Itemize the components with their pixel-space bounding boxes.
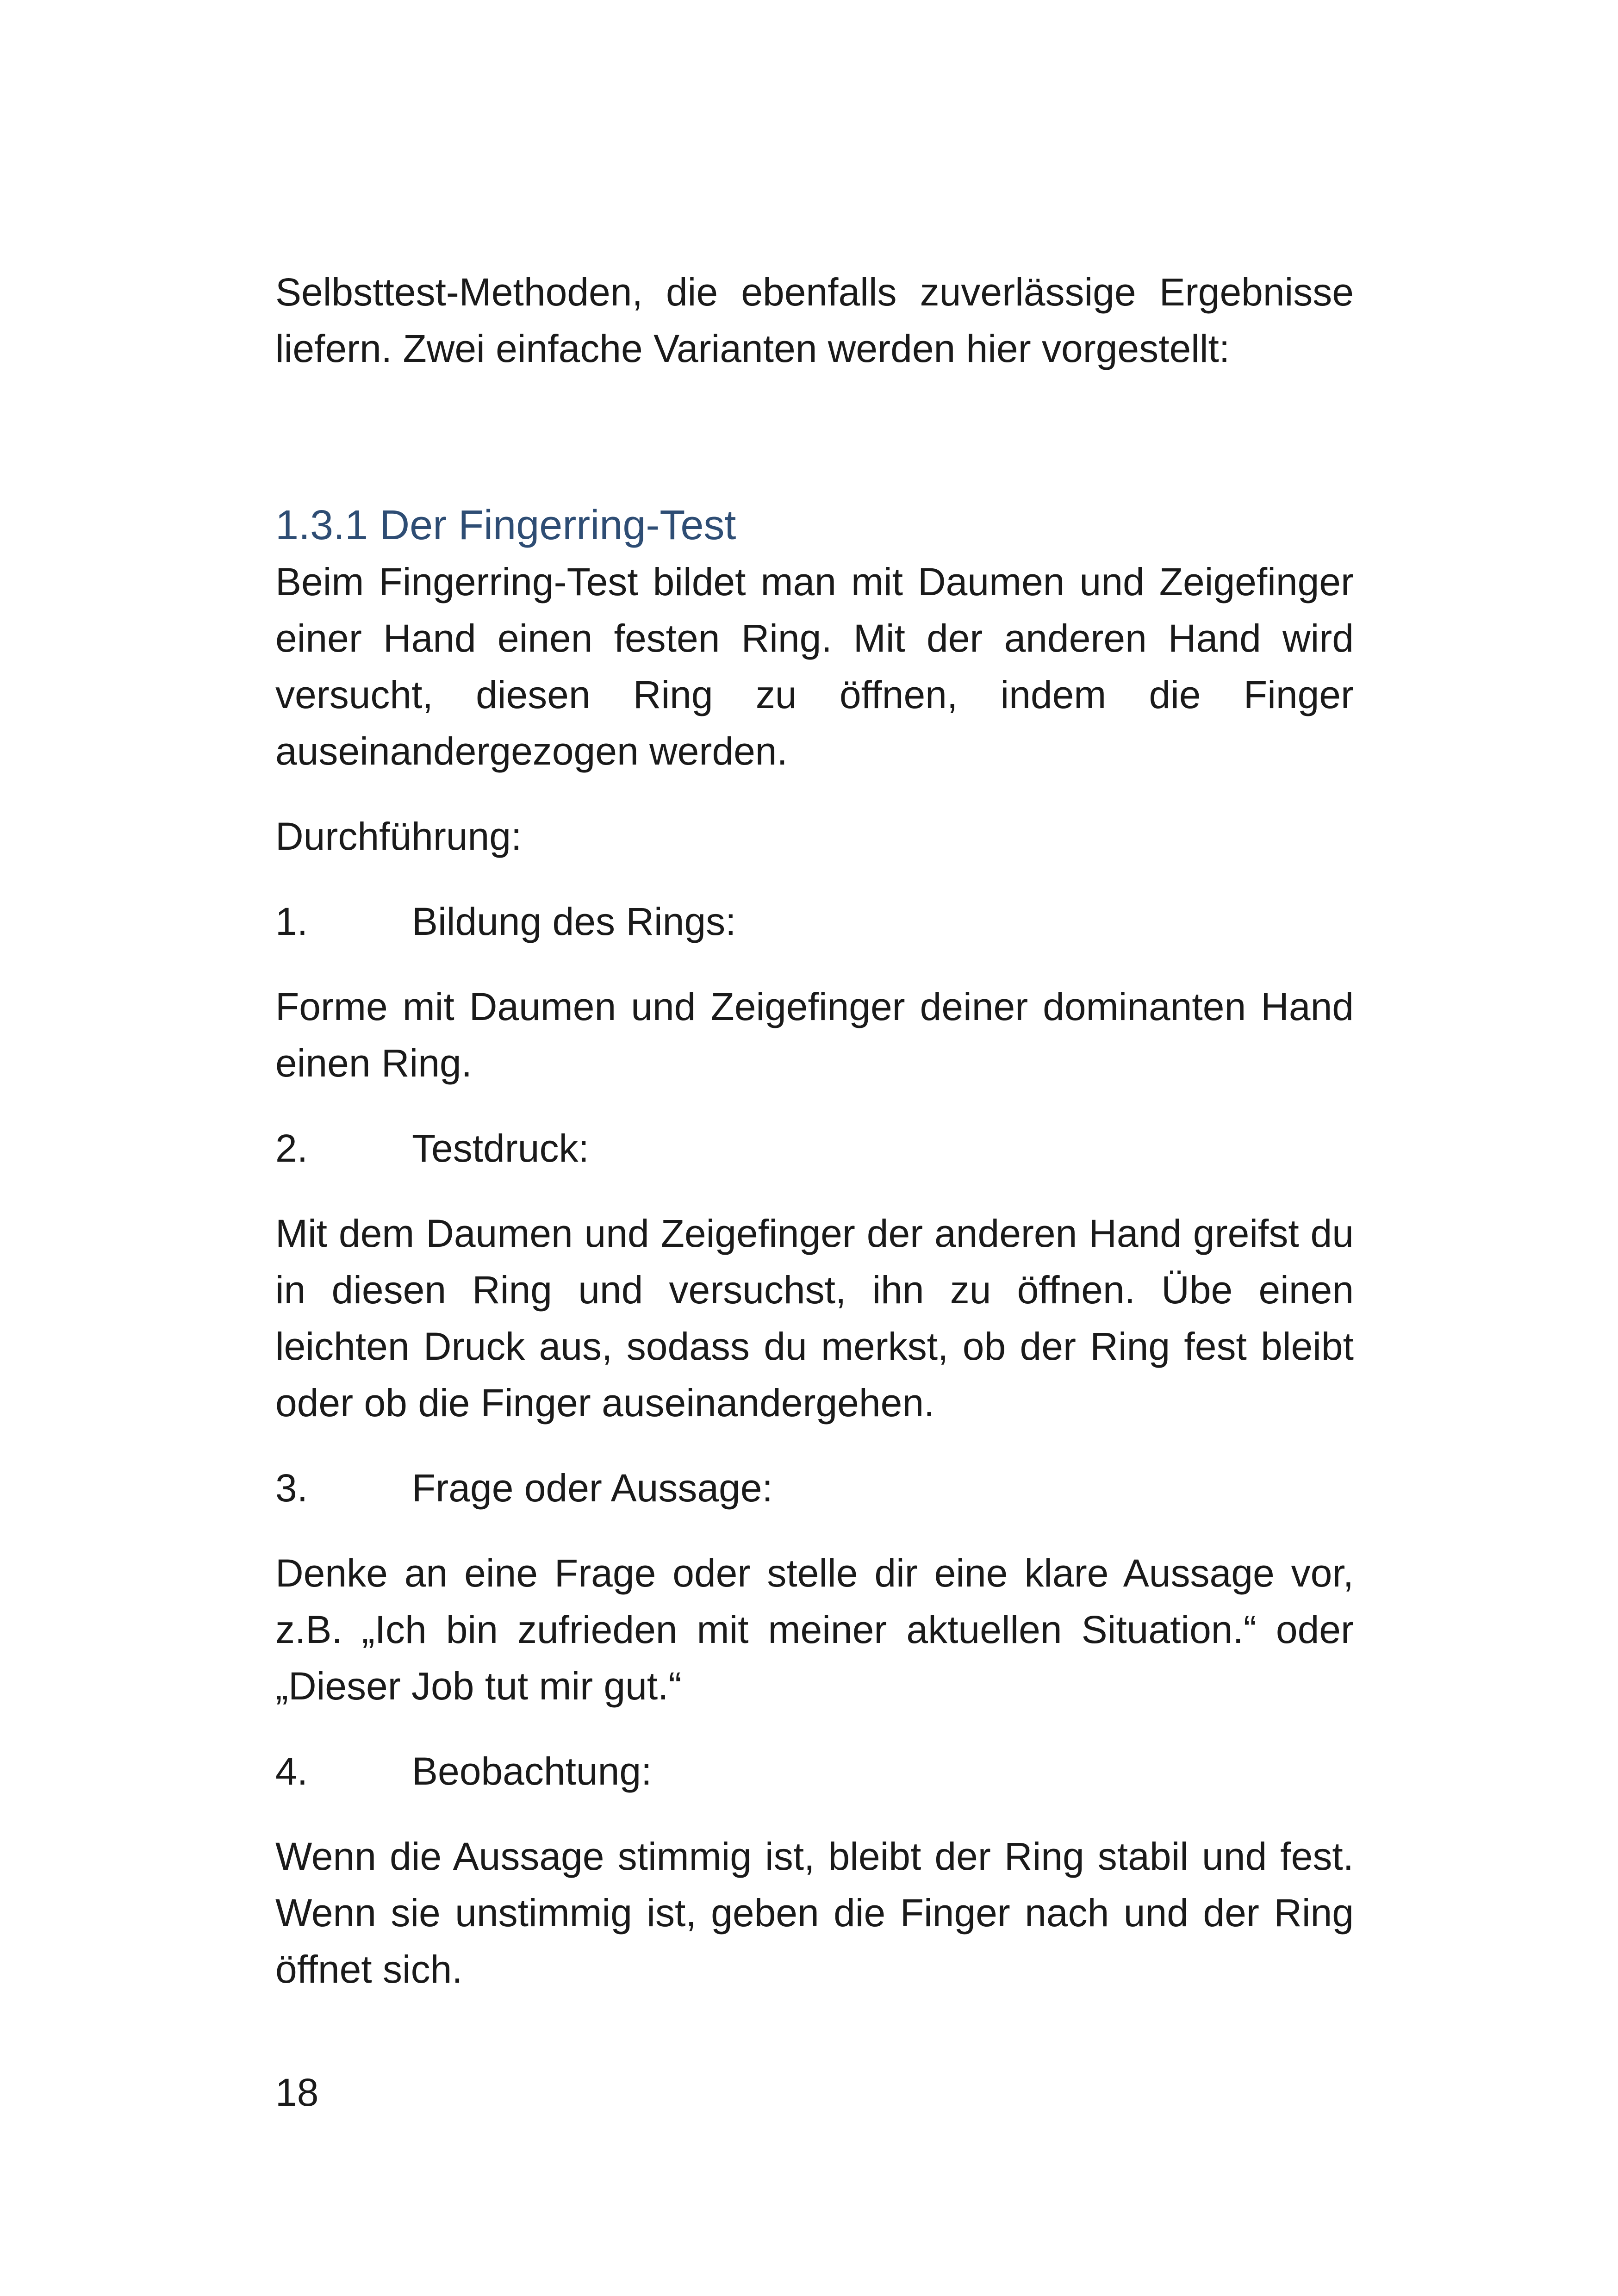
procedure-label: Durchführung:	[275, 815, 522, 858]
page-content	[275, 264, 1354, 2026]
step-number: 3.	[275, 1466, 308, 1510]
step-number: 4.	[275, 1749, 308, 1793]
step-label: Frage oder Aussage:	[412, 1466, 773, 1510]
step-1	[275, 893, 1354, 950]
page-number: 18	[275, 2071, 319, 2114]
step-label: Testdruck:	[412, 1126, 589, 1170]
step-4-text: Wenn die Aussage stimmig ist, bleibt der Ring stabil und fest. Wenn sie unstimmig ist, geben die Finger nach und der Ring öffnet sich.	[275, 1835, 1354, 1991]
step-number: 1.	[275, 900, 308, 943]
step-2	[275, 1120, 1354, 1176]
section-intro-paragraph: Beim Fingerring-Test bildet man mit Daumen und Zeigefinger einer Hand einen festen Ring. Mit der anderen Hand wird versucht, diesen Ring zu öffnen, indem die Finger auseinandergezogen werden.	[275, 560, 1354, 773]
step-label: Bildung des Rings:	[412, 900, 736, 943]
step-number: 2.	[275, 1126, 308, 1170]
step-1-text: Forme mit Daumen und Zeigefinger deiner dominanten Hand einen Ring.	[275, 985, 1354, 1085]
step-2-text: Mit dem Daumen und Zeigefinger der anderen Hand greifst du in diesen Ring und versuchst, ihn zu öffnen. Übe einen leichten Druck aus, sodass du merkst, ob der Ring fest bleibt oder ob die Finger auseinandergehen.	[275, 1212, 1354, 1425]
intro-paragraph: Selbsttest-Methoden, die ebenfalls zuverlässige Ergebnisse liefern. Zwei einfache Varianten werden hier vorgestellt:	[275, 270, 1354, 370]
step-3	[275, 1460, 1354, 1516]
section-heading: 1.3.1 Der Fingerring-Test	[275, 502, 736, 548]
step-3-text: Denke an eine Frage oder stelle dir eine klare Aussage vor, z.B. „Ich bin zufrieden mit meiner aktuellen Situation.“ oder „Dieser Job tut mir gut.“	[275, 1551, 1354, 1708]
step-label: Beobachtung:	[412, 1749, 652, 1793]
step-4	[275, 1743, 1354, 1799]
